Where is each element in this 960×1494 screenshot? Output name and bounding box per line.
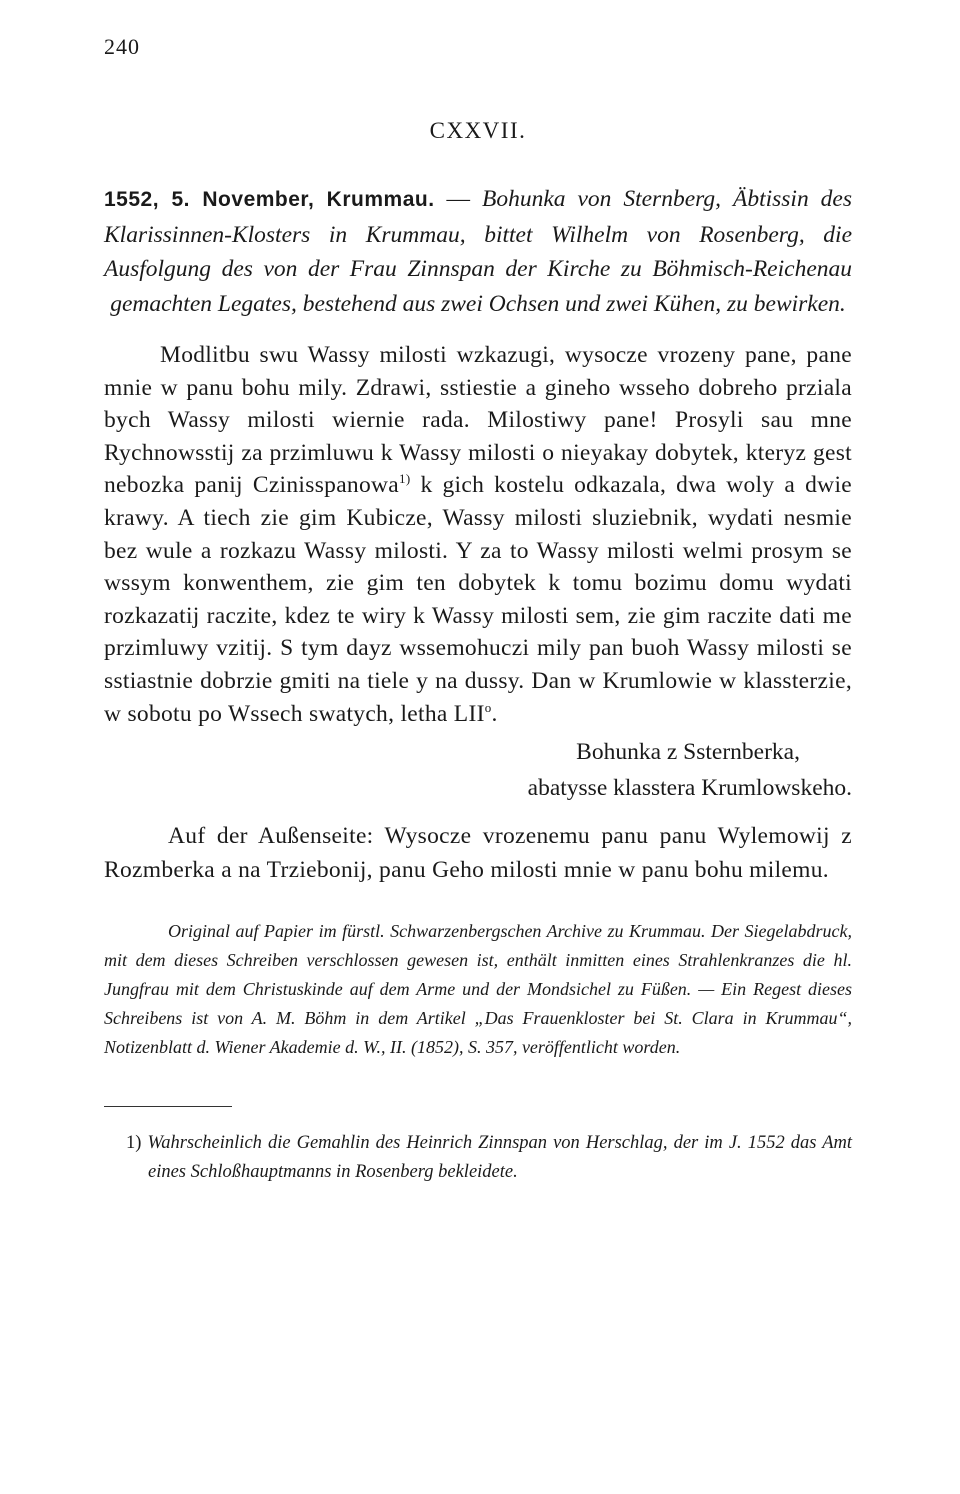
- regest-heading: [104, 182, 852, 321]
- document-number: CXXVII.: [429, 118, 527, 143]
- page-number: 240: [104, 34, 140, 59]
- letter-text-part1: Modlitbu swu Wassy milosti wzkazugi, wysocze vrozeny pane, pane mnie w panu bohu mily. Zdrawi, sstiestie a gineho wsseho dobreho prziala bych Wassy milosti wiernie rada. Milostiwy pane! Prosyli sau mne Rychnowsstij za przimluwu k Wassy milosti o nieyakay dobytek, kteryz gest nebozka panij Czinisspanowa: [104, 342, 852, 499]
- regest-summary: Bohunka von Sternberg, Äbtissin des Klarissinnen-Klosters in Krummau, bittet Wilhelm von Rosenberg, die Ausfolgung des von der Frau Zinnspan der Kirche zu Böhmisch-Reichenau gemachten Legates, bestehend aus zwei Ochsen und zwei Kühen, zu bewirken.: [104, 186, 852, 317]
- footnote-text: Wahrscheinlich die Gemahlin des Heinrich Zinnspan von Herschlag, der im J. 1552 das Amt eines Schloßhauptmanns in Rosenberg bekleidete.: [147, 1133, 852, 1183]
- address-outside: Auf der Außenseite: Wysocze vrozenemu panu panu Wylemowij z Rozmberka a na Trziebonij, panu Geho milosti mnie w panu bohu milemu.: [104, 823, 852, 883]
- document-page: [104, 34, 852, 1187]
- letter-text: [104, 339, 852, 730]
- footnote: [104, 1129, 852, 1187]
- signature-title: abatysse klasstera Krumlowskeho.: [527, 775, 852, 802]
- footnote-reference: 1): [399, 471, 411, 487]
- signature-block: [104, 734, 852, 806]
- letter-text-part2: k gich kostelu odkazala, dwa woly a dwie krawy. A tiech zie gim Kubicze, Wassy milosti sluziebnik, wydati nesmie bez wule a rozkazu Wassy milosti. Y za to Wassy milosti welmi prosym se wssym konwenthem, zie gim ten dobytek k tomu bozimu domu wydati rozkazatij raczite, kdez te wiry k Wassy milosti sem, zie gim raczite dati me przimluwy vzitij. S tym dayz wssemohuczi mily pan buoh Wassy milosti se sstiastnie dobrzie gmiti na tiele y na dussy. Dan w Krumlowie w klassterzie, w sobotu po Wssech swatych, letha LII: [104, 472, 853, 727]
- year-superscript: o: [484, 699, 492, 715]
- signature-name: Bohunka z Ssternberka,: [576, 739, 800, 766]
- letter-closing-period: .: [491, 700, 498, 727]
- regest-dash: —: [434, 186, 482, 212]
- regest-date-place: 1552, 5. November, Krummau.: [104, 188, 435, 211]
- footnote-divider: [104, 1106, 232, 1107]
- footnote-marker: 1): [126, 1133, 142, 1154]
- archival-note: Original auf Papier im fürstl. Schwarzenbergschen Archive zu Krummau. Der Siegelabdruck, mit dem dieses Schreiben verschlossen gewesen ist, enthält inmitten eines Strahlenkranzes die hl. Jungfrau mit dem Christuskinde auf dem Arme und der Mondsichel zu Füßen. — Ein Regest dieses Schreibens ist von A. M. Böhm in dem Artikel „Das Frauenkloster bei St. Clara in Krummau“, Notizenblatt d. Wiener Akademie d. W., II. (1852), S. 357, veröffentlicht worden.: [104, 921, 852, 1058]
